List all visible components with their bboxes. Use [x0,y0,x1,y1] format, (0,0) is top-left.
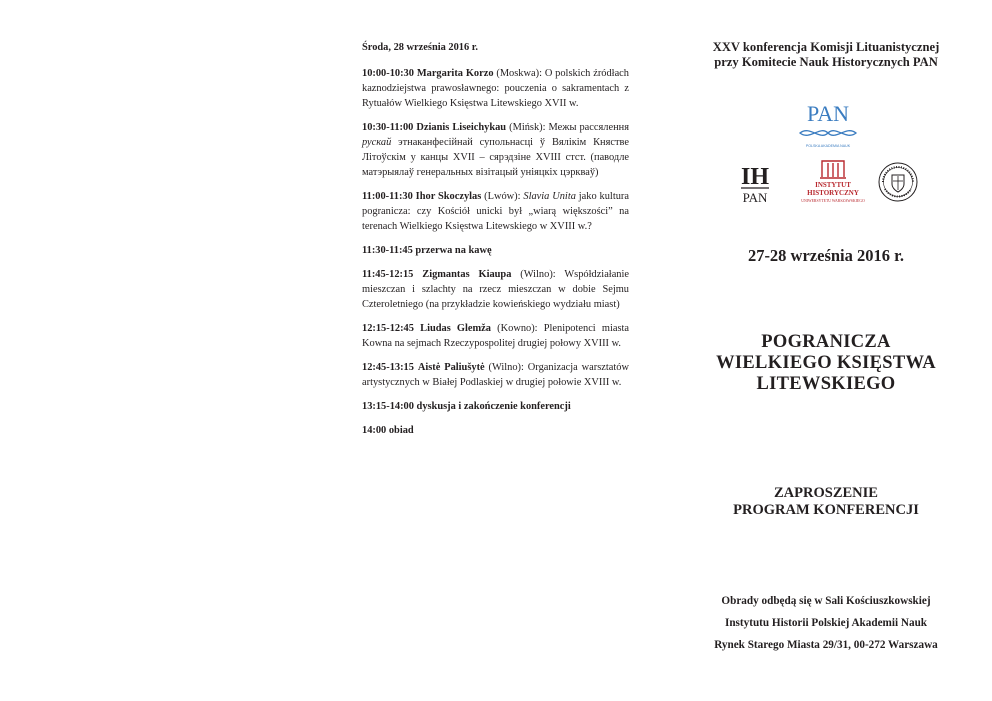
inst-logo-line3: UNIWERSYTETU WARSZAWSKIEGO [801,199,865,203]
item-title-italic: рускай [362,137,392,148]
program-break [362,399,629,414]
item-time: 10:30-11:00 [362,122,414,133]
item-title-rest: этнаканфесійнай супольнасці ў Вялікім Княстве Літоўскім у канцы XVII – сярэдзіне XVIII стст. (паводле матэрыялаў генеральных візітацый уніяцкіх цэркваў) [362,137,629,178]
item-speaker: Dzianis Liseichykau [416,122,507,133]
venue-line-2: Instytutu Historii Polskiej Akademii Nauk [724,617,928,629]
item-speaker: Margarita Korzo [416,68,494,79]
venue-info [690,590,962,656]
pan-logo-subtitle: POLSKA AKADEMIA NAUK [805,144,851,148]
item-speaker: Zigmantas Kiaupa [422,269,512,280]
invitation-heading [697,485,955,519]
pan-logo-text: PAN [807,101,849,126]
item-place: (Kowno): [490,323,544,334]
organizer-line-1: XXV konferencja Komisji Lituanistycznej [712,40,940,54]
item-time: 12:15-12:45 [362,323,414,334]
pan-infinity-mark [800,131,856,136]
item-title: Plenipotenci miasta Kowna na sejmach Rzeczypospolitej drugiej połowy XVIII w. [362,323,629,349]
break-text: 11:30-11:45 przerwa na kawę [362,245,492,256]
title-line-2: WIELKIEGO KSIĘSTWA [716,353,936,373]
item-title: O polskich źródłach kaznodziejstwa prawosławnego: pouczenia o sakramentach z Rytuałów Wielkiego Księstwa Litewskiego XVII w. [362,68,629,109]
pan-logo [796,100,860,150]
program-break [362,423,629,438]
program-day: Środa, 28 września 2016 r. [362,42,479,53]
program-item [362,120,629,180]
item-title: Współdziałanie mieszczan i szlachty na rzecz mieszczan w dobie Sejmu Czteroletniego (na przykładzie kowieńskiego wydziału miast) [362,269,630,310]
item-speaker: Liudas Glemža [420,323,491,334]
item-place: (Wilno): [484,362,528,373]
item-time: 10:00-10:30 [362,68,414,79]
program-break [362,243,629,258]
ih-pan-logo [738,160,772,206]
item-speaker: Aistė Paliušytė [417,362,485,373]
program-item [362,66,629,111]
item-title: Межы рассялення [548,122,629,133]
program-panel [362,40,629,447]
title-line-1: POGRANICZA [761,332,891,352]
inst-logo-line1: INSTYTUT [815,181,851,189]
round-seal-logo [877,161,919,203]
inst-logo-line2: HISTORYCZNY [807,189,859,197]
cover-header [697,40,955,70]
title-line-3: LITEWSKIEGO [756,374,896,394]
conference-title [690,332,962,395]
conference-dates: 27-28 września 2016 r. [747,246,905,265]
venue-line-3: Rynek Starego Miasta 29/31, 00-272 Warszawa [714,639,938,651]
item-title-rest: jako kultura pogranicza: czy Kościół unicki był „wiarą większości” na terenach Wielkiego Księstwa Litewskiego w XVIII w.? [362,191,629,232]
ih-logo-top: IH [740,164,770,190]
instytut-historyczny-logo [788,157,878,209]
program-item [362,267,629,312]
item-place: (Moskwa): [493,68,545,79]
pillars-icon [820,161,846,178]
program-item [362,360,629,390]
invite-line-2: PROGRAM KONFERENCJI [733,502,919,518]
organizer-line-2: przy Komitecie Nauk Historycznych PAN [714,55,938,69]
program-item [362,189,629,234]
venue-line-1: Obrady odbędą się w Sali Kościuszkowskiej [721,595,931,607]
item-speaker: Ihor Skoczylas [415,191,482,202]
break-text: 14:00 obiad [362,425,414,436]
item-place: (Wilno): [511,269,565,280]
ih-logo-bottom: PAN [742,190,768,205]
item-time: 11:45-12:15 [362,269,414,280]
item-time: 12:45-13:15 [362,362,414,373]
item-title: Organizacja warsztatów artystycznych w Białej Podlaskiej w drugiej połowie XVIII w. [362,362,629,388]
item-place: (Lwów): [481,191,524,202]
item-place: (Mińsk): [506,122,549,133]
program-item [362,321,629,351]
item-time: 11:00-11:30 [362,191,413,202]
invite-line-1: ZAPROSZENIE [774,485,878,501]
item-title-italic: Slavia Unita [523,191,576,202]
break-text: 13:15-14:00 dyskusja i zakończenie konferencji [362,401,571,412]
